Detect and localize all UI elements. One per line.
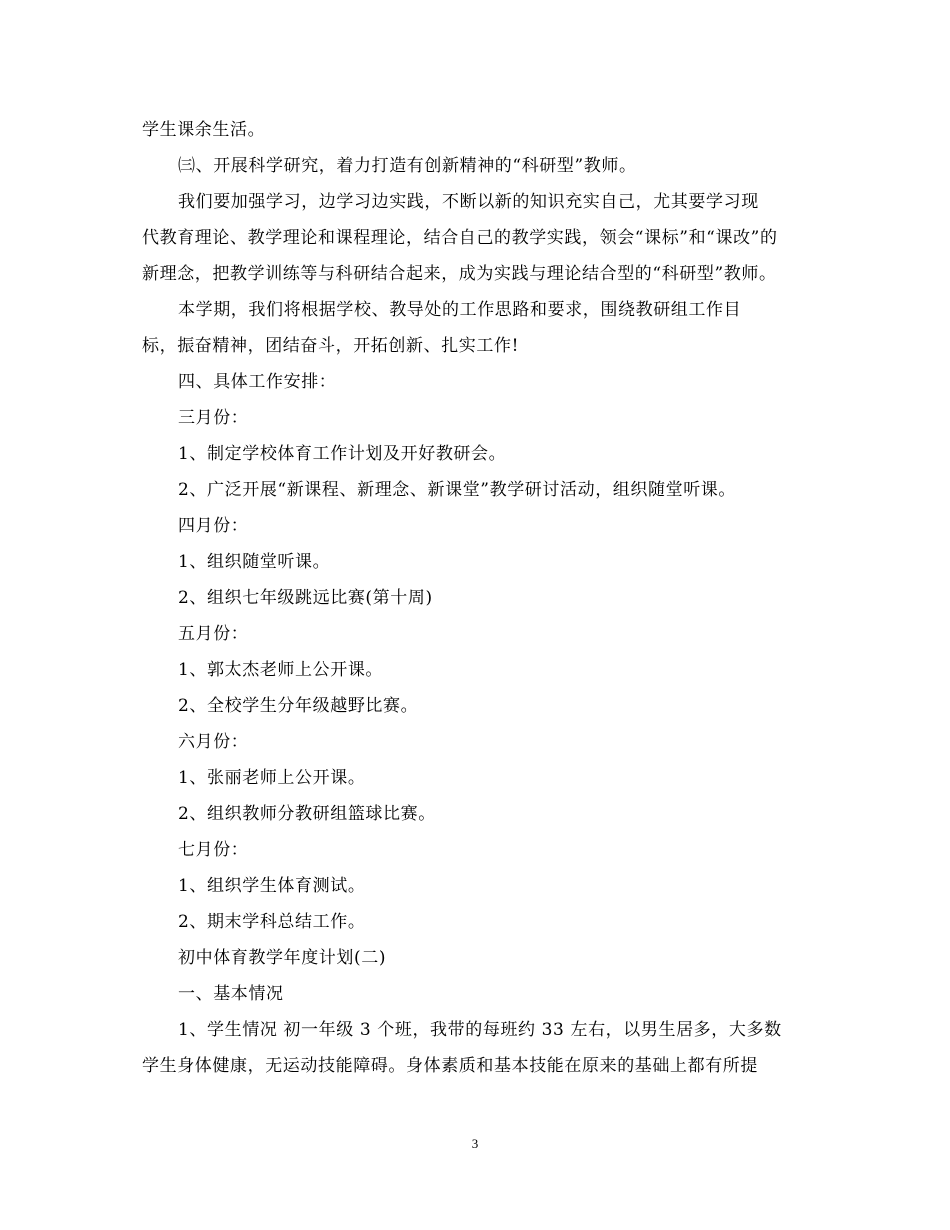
text-line: 学生课余生活。 — [142, 120, 266, 140]
text-line: 1、学生情况 初一年级 3 个班，我带的每班约 33 左右，以男生居多，大多数 — [178, 1020, 782, 1040]
text-line: ㈢、开展科学研究，着力打造有创新精神的“科研型”教师。 — [178, 156, 637, 176]
text-line: 1、组织学生体育测试。 — [178, 876, 366, 896]
document-body — [142, 112, 812, 1084]
text-line: 五月份： — [178, 624, 249, 644]
text-line: 三月份： — [178, 408, 249, 428]
text-line: 我们要加强学习，边学习边实践，不断以新的知识充实自己，尤其要学习现 — [178, 192, 759, 212]
text-line: 1、郭太杰老师上公开课。 — [178, 660, 384, 680]
text-line: 学生身体健康，无运动技能障碍。身体素质和基本技能在原来的基础上都有所提 — [142, 1056, 758, 1076]
text-line: 新理念，把教学训练等与科研结合起来，成为实践与理论结合型的“科研型”教师。 — [142, 264, 777, 284]
text-line: 标，振奋精神，团结奋斗，开拓创新、扎实工作! — [142, 336, 520, 356]
text-line: 初中体育教学年度计划(二) — [178, 948, 387, 968]
text-line: 2、期末学科总结工作。 — [178, 912, 366, 932]
text-line: 四、具体工作安排： — [178, 372, 337, 392]
text-line: 七月份： — [178, 840, 249, 860]
text-line: 六月份： — [178, 732, 249, 752]
text-line: 本学期，我们将根据学校、教导处的工作思路和要求，围绕教研组工作目 — [178, 300, 742, 320]
text-line: 2、广泛开展“新课程、新理念、新课堂”教学研讨活动，组织随堂听课。 — [178, 480, 736, 500]
text-line: 四月份： — [178, 516, 249, 536]
text-line: 1、组织随堂听课。 — [178, 552, 331, 572]
text-line: 2、组织教师分教研组篮球比赛。 — [178, 804, 436, 824]
text-line: 1、制定学校体育工作计划及开好教研会。 — [178, 444, 507, 464]
text-line: 一、基本情况 — [178, 984, 284, 1004]
text-line: 代教育理论、教学理论和课程理论，结合自己的教学实践，领会“课标”和“课改”的 — [142, 228, 778, 248]
text-line: 2、组织七年级跳远比赛(第十周) — [178, 588, 433, 608]
page-number: 3 — [471, 1136, 479, 1151]
text-line: 1、张丽老师上公开课。 — [178, 768, 366, 788]
text-line: 2、全校学生分年级越野比赛。 — [178, 696, 419, 716]
